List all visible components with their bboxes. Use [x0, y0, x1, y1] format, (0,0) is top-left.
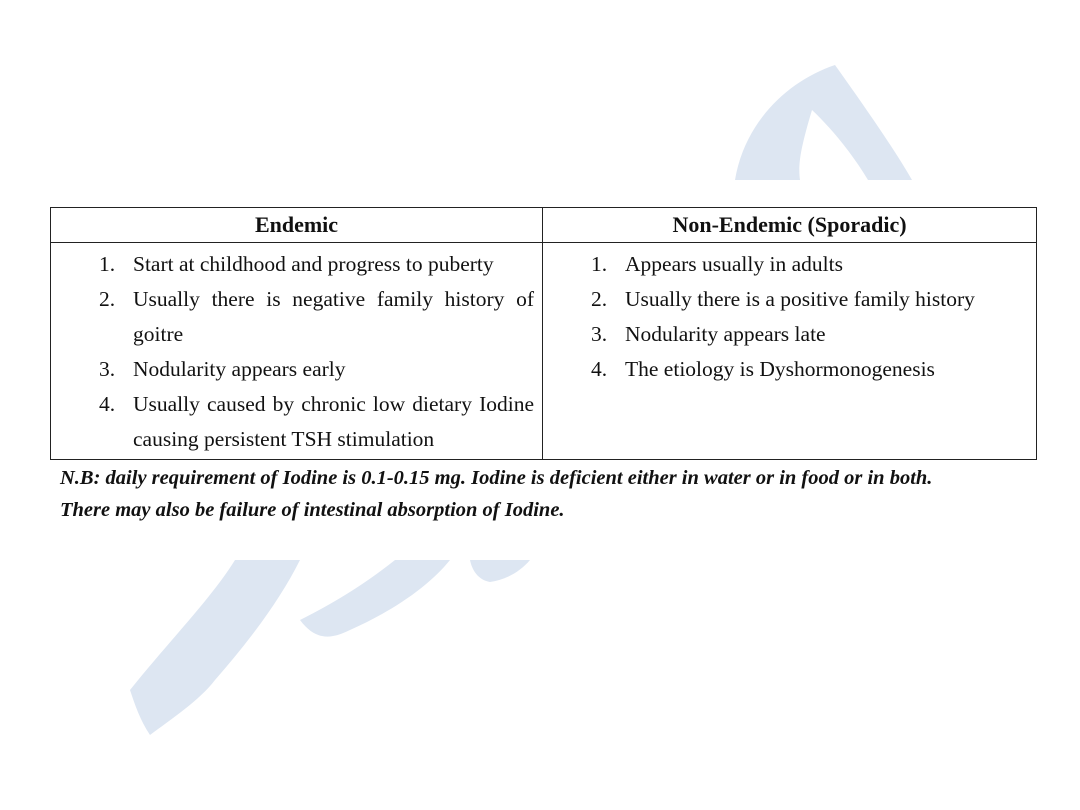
list-number: 2. [591, 287, 608, 311]
list-number: 4. [99, 392, 116, 416]
footnote-line-1: N.B: daily requirement of Iodine is 0.1-0.15 mg. Iodine is deficient either in water or in food or in both. [60, 467, 933, 489]
list-text: Nodularity appears early [133, 357, 346, 381]
table-body-row [51, 243, 1037, 460]
table-header-row [51, 208, 1037, 243]
list-text: Appears usually in adults [625, 252, 843, 276]
watermark-arch-shape [735, 65, 912, 180]
endemic-cell [51, 243, 543, 460]
watermark-swoosh-end [470, 560, 530, 582]
list-item [543, 352, 1028, 387]
list-text: Nodularity appears late [625, 322, 826, 346]
watermark-swoosh-tail [300, 560, 450, 637]
sporadic-cell [543, 243, 1037, 460]
watermark-swoosh-shape [130, 560, 300, 735]
list-number: 3. [591, 322, 608, 346]
list-text: The etiology is Dyshormonogenesis [625, 357, 935, 381]
sporadic-list [543, 243, 1036, 389]
list-text: Usually there is a positive family history [625, 287, 975, 311]
footnote [50, 462, 1036, 526]
list-text: Usually there is negative family history of goitre [133, 287, 534, 346]
header-non-endemic: Non-Endemic (Sporadic) [543, 208, 1037, 243]
document-content [50, 207, 1036, 526]
list-item [51, 282, 534, 352]
list-number: 2. [99, 287, 116, 311]
list-number: 1. [591, 252, 608, 276]
list-number: 4. [591, 357, 608, 381]
list-item [543, 247, 1028, 282]
list-item [51, 352, 534, 387]
comparison-table [50, 207, 1037, 460]
list-item [51, 247, 534, 282]
list-item [543, 317, 1028, 352]
endemic-list [51, 243, 542, 459]
list-text: Start at childhood and progress to puberty [133, 252, 494, 276]
header-endemic: Endemic [51, 208, 543, 243]
list-text: Usually caused by chronic low dietary Iodine causing persistent TSH stimulation [133, 392, 534, 451]
list-item [51, 387, 534, 457]
list-item [543, 282, 1028, 317]
list-number: 1. [99, 252, 116, 276]
list-number: 3. [99, 357, 116, 381]
footnote-line-2: There may also be failure of intestinal absorption of Iodine. [60, 499, 565, 521]
